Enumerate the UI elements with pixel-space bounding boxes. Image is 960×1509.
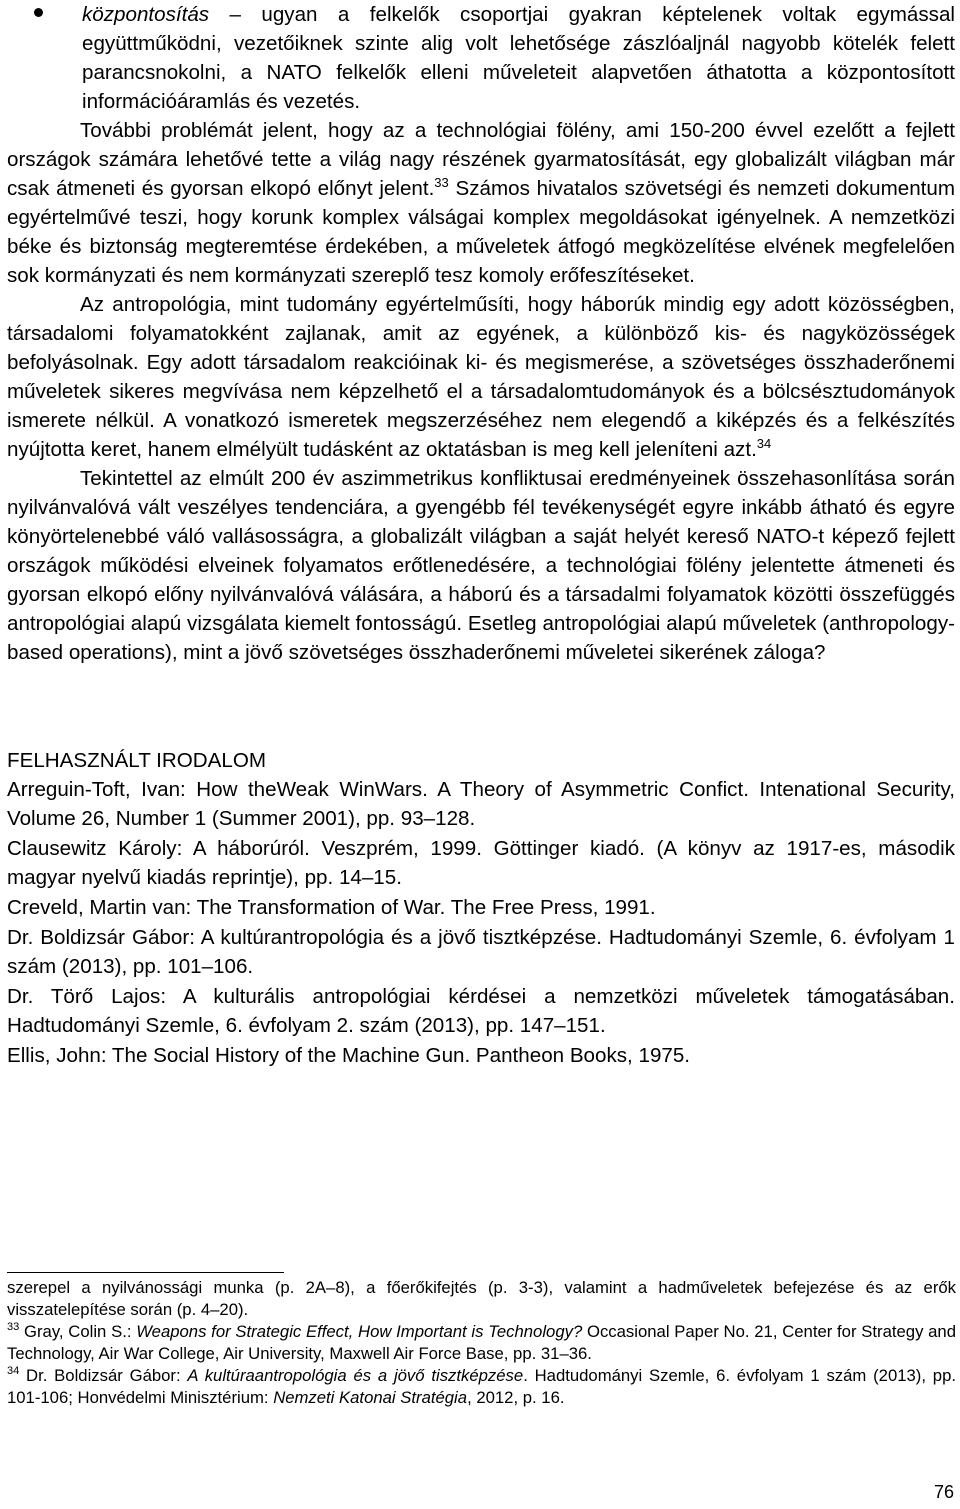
bullet-dot bbox=[34, 8, 43, 17]
footnotes-section bbox=[7, 1272, 956, 1409]
bibliography-item: Arreguin-Toft, Ivan: How theWeak WinWars. A Theory of Asymmetric Confict. Intenational Security, Volume 26, Number 1 (Summer 2001), pp. 93–128. bbox=[7, 778, 955, 830]
footnote-divider bbox=[7, 1272, 284, 1273]
bibliography-item: Creveld, Martin van: The Transformation of War. The Free Press, 1991. bbox=[7, 896, 656, 919]
bullet-item-centralization bbox=[7, 0, 955, 116]
footnote-number: 34 bbox=[7, 1365, 20, 1377]
footnote-number: 33 bbox=[7, 1321, 20, 1333]
footnote-ref-33[interactable]: 33 bbox=[434, 175, 449, 190]
footnote-ref-34[interactable]: 34 bbox=[756, 436, 772, 451]
bibliography-item: Dr. Boldizsár Gábor: A kultúrantropológia és a jövő tisztképzése. Hadtudományi Szemle, 6. évfolyam 1 szám (2013), pp. 101–106. bbox=[7, 926, 955, 978]
paragraph-technology: További problémát jelent, hogy az a technológiai fölény, ami 150-200 évvel ezelőtt a fejlett országok számára lehetővé tette a világ nagy részének gyarmatosítását, egy globalizált világban már csak átmeneti és gyorsan elkopó előnyt jelent.$^{33}$ Számos hivatalos szövetségi és nemzeti dokumentum egyértelművé teszi, hogy korunk komplex válságai komplex megoldásokat igényelnek. A nemzetközi béke és biztonság megteremtése érdekében, a műveletek átfogó megközelítése elvének megfelelően sok kormányzati és nem kormányzati szereplő tesz komoly erőfeszítéseket. bbox=[7, 119, 955, 287]
bullet-text: – ugyan a felkelők csoportjai gyakran képtelenek voltak egymással együttműködni, vezetőiknek szinte alig volt lehetősége zászlóaljnál nagyobb kötelék felett parancsnokolni, a NATO felkelők elleni műveleteit alapvetően áthatotta a központosított információáramlás és vezetés. bbox=[82, 3, 955, 113]
document-page bbox=[7, 0, 955, 1071]
footnote-34: $^{34}$ Dr. Boldizsár Gábor: A kultúraantropológia és a jövő tisztképzése. Hadtudományi Szemle, 6. évfolyam 1 szám (2013), pp. 101-106; Honvédelmi Minisztérium: Nemzeti Katonai Stratégia, 2012, p. 16. bbox=[7, 1365, 956, 1407]
bibliography-item: Ellis, John: The Social History of the Machine Gun. Pantheon Books, 1975. bbox=[7, 1044, 691, 1067]
page-number: 76 bbox=[933, 1482, 954, 1502]
bullet-term: központosítás bbox=[82, 3, 210, 26]
bibliography-item: Clausewitz Károly: A háborúról. Veszprém, 1999. Göttinger kiadó. (A könyv az 1917-es, második magyar nyelvű kiadás reprintje), pp. 14–15. bbox=[7, 837, 955, 889]
footnote-continuation: szerepel a nyilvánossági munka (p. 2A–8), a főerőkifejtés (p. 3-3), valamint a hadműveletek befejezése és az erők visszatelepítése során (p. 4–20). bbox=[7, 1278, 956, 1319]
bibliography-title: FELHASZNÁLT IRODALOM bbox=[7, 749, 267, 772]
footnote-33: $^{33}$ Gray, Colin S.: Weapons for Strategic Effect, How Important is Technology? Occasional Paper No. 21, Center for Strategy and Technology, Air War College, Air University, Maxwell Air Force Base, pp. 31–36. bbox=[7, 1321, 956, 1363]
bibliography-item: Dr. Törő Lajos: A kulturális antropológiai kérdései a nemzetközi műveletek támogatásában. Hadtudományi Szemle, 6. évfolyam 2. szám (2013), pp. 147–151. bbox=[7, 985, 955, 1037]
paragraph-anthropology: Az antropológia, mint tudomány egyértelműsíti, hogy háborúk mindig egy adott közösségben, társadalomi folyamatokként zajlanak, amit az egyének, a különböző kis- és nagyközösségek befolyásolnak. Egy adott társadalom reakcióinak ki- és megismerése, a szövetséges összhaderőnemi műveletek sikeres megvívása nem képzelhető el a társadalomtudományok és a bölcsésztudományok ismerete nélkül. A vonatkozó ismeretek megszerzéséhez nem elegendő a kiképzés és a felkészítés nyújtotta keret, hanem elmélyült tudásként az oktatásban is meg kell jeleníteni azt.$^{34}$ bbox=[7, 293, 955, 461]
paragraph-conclusion: Tekintettel az elmúlt 200 év aszimmetrikus konfliktusai eredményeinek összehasonlítása során nyilvánvalóvá vált veszélyes tendenciára, a gyengébb fél tevékenységét egyre inkább átható és egyre könyörtelenebbé váló vallásosságra, a globalizált világban a saját helyét kereső NATO-t képező fejlett országok működési elveinek folyamatos erőtlenedésére, a technológiai fölény jelentette átmeneti és gyorsan elkopó előny nyilvánvalóvá válására, a háború és a társadalmi folyamatok közötti összefüggés antropológiai alapú vizsgálata kiemelt fontosságú. Esetleg antropológiai alapú műveletek (anthropology-based operations), mint a jövő szövetséges összhaderőnemi műveletei sikerének záloga? bbox=[7, 467, 955, 664]
